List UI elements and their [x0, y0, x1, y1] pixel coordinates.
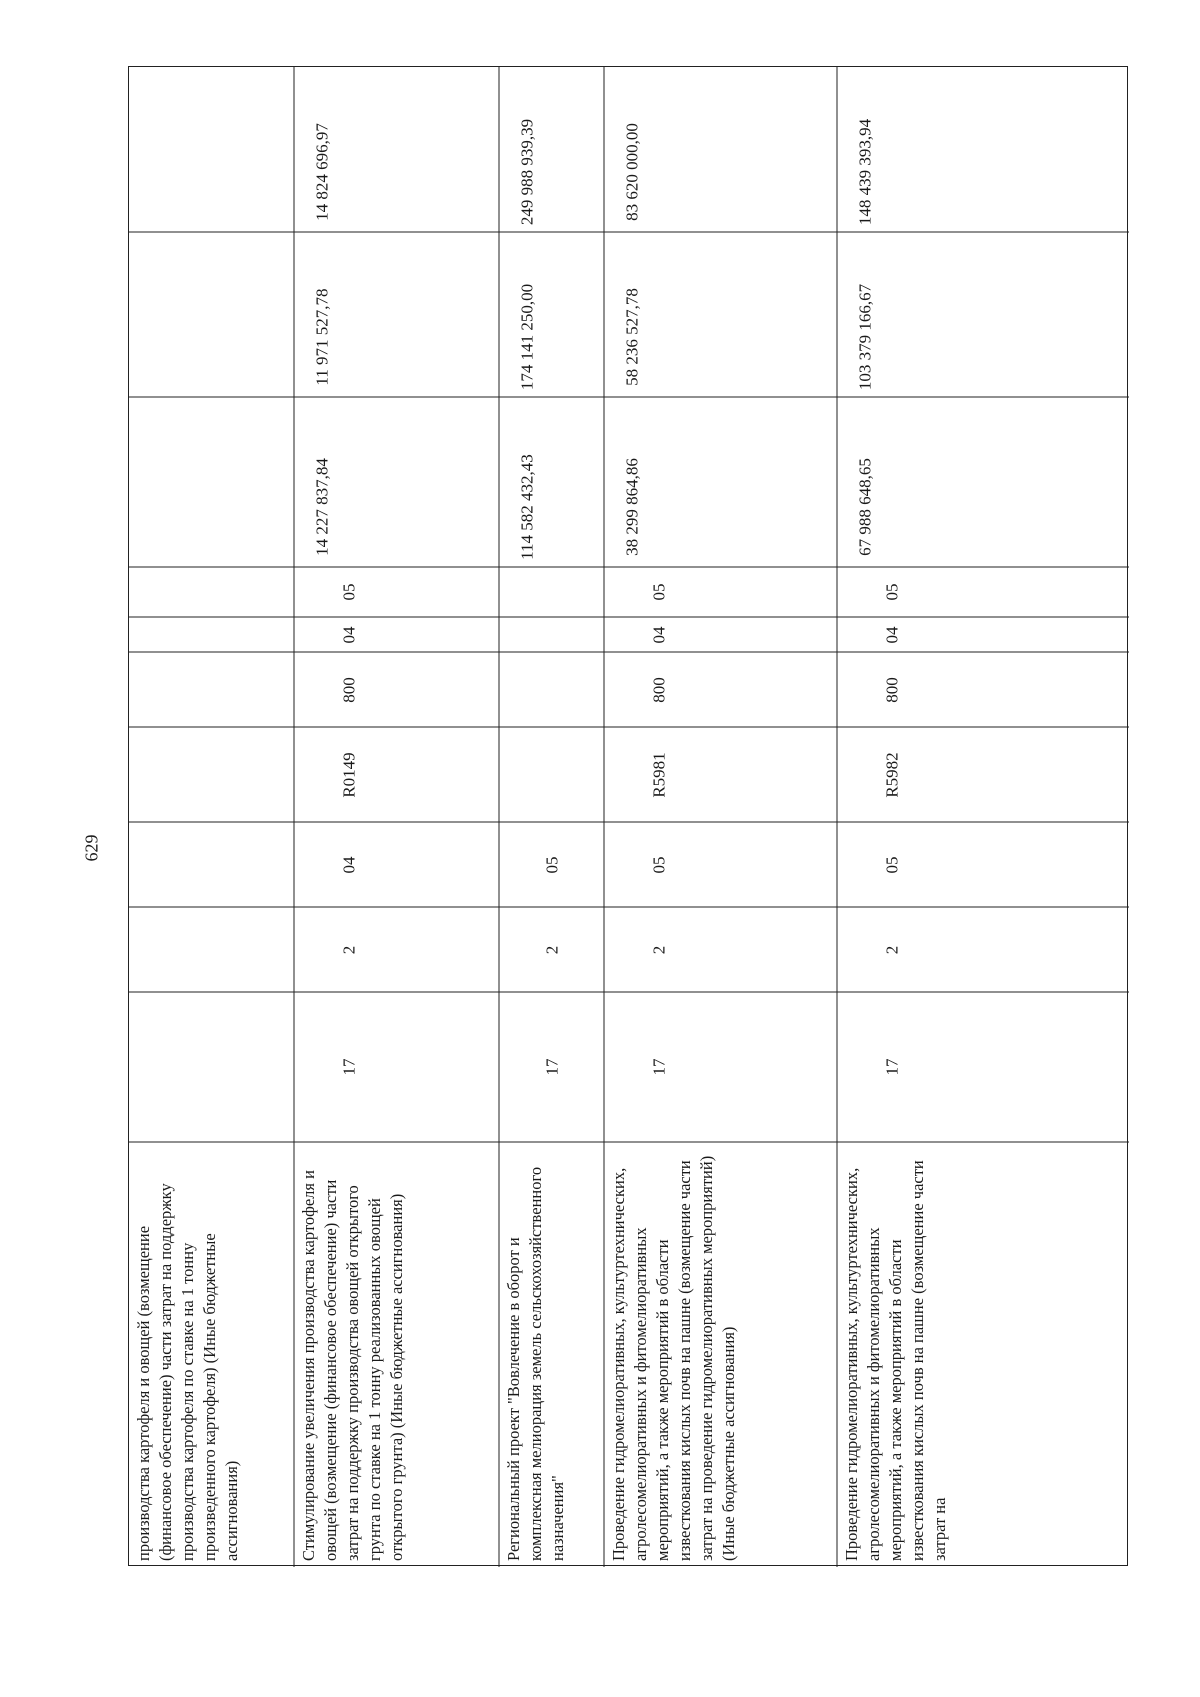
- page-number-text: 629: [81, 834, 102, 862]
- budget-table: производства картофеля и овощей (возмещение (финансовое обеспечение) части затрат на поддержку производства картофеля по ставке на 1 тонну произведенного картофеля) (Иные бюджетные ассигнования) Стимулирование увеличения производства картофеля и овощей (возмещение (финансовое обеспечение) части затрат на поддержку производства овощей открытого грунта по ставке на 1 тонну реализованных овощей открытого грунта) (Иные бюджетные ассигнования) 17 2 04 R0149 800 04 05 14 227 837,84 11 971 527,78 14 824 696,97 Региональный проект "Вовлечение в оборот и комплексная мелиорация земель сельскохозяйственного назначения" 17 2 05 114 582 432,43 174 141 250,00 249 988 939,39 Проведение гидромелиоративных, культуртехнических, агролесомелиоративных и фитомелиоративных мероприятий, а также мероприятий в области известкования кислых почв на пашне (возмещение части затрат на проведение гидромелиоративных мероприятий) (Иные бюджетные ассигнования) 17 2 05 R5981 800 04 05 38 299 864,86 58 236 527,78 83 620 000,00 Проведение гидромелиоративных, культуртехнических, агролесомелиоративных и фитомелиоративных мероприятий, а также мероприятий в области известкования кислых почв на пашне (возмещение части затрат на 17 2 05 R5982 800 04 05 67 988 648,65 103 379 166,67 148 439 393,94: [128, 66, 1128, 1566]
